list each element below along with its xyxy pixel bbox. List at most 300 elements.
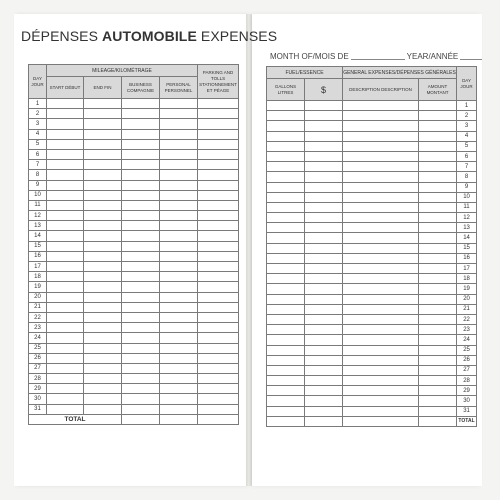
business-cell[interactable]: [122, 221, 160, 231]
gallons-cell[interactable]: [267, 141, 305, 151]
personal-cell[interactable]: [160, 231, 198, 241]
day-number: 26: [457, 355, 477, 365]
end-cell[interactable]: [84, 302, 122, 312]
end-cell[interactable]: [84, 384, 122, 394]
end-cell[interactable]: [84, 190, 122, 200]
business-cell[interactable]: [122, 251, 160, 261]
description-cell[interactable]: [343, 304, 419, 314]
gallons-cell[interactable]: [267, 264, 305, 274]
description-cell[interactable]: [343, 325, 419, 335]
start-cell[interactable]: [47, 384, 84, 394]
parking-cell[interactable]: [198, 99, 239, 109]
table-row: [29, 272, 239, 282]
description-cell[interactable]: [343, 121, 419, 131]
description-cell[interactable]: [343, 274, 419, 284]
personal-cell[interactable]: [160, 272, 198, 282]
dollar-cell[interactable]: [305, 131, 343, 141]
personal-cell[interactable]: [160, 282, 198, 292]
business-cell[interactable]: [122, 139, 160, 149]
parking-cell[interactable]: [198, 129, 239, 139]
parking-cell[interactable]: [198, 292, 239, 302]
dollar-cell[interactable]: [305, 314, 343, 324]
end-cell[interactable]: [84, 251, 122, 261]
description-cell[interactable]: [343, 192, 419, 202]
parking-cell[interactable]: [198, 353, 239, 363]
business-cell[interactable]: [122, 211, 160, 221]
gallons-cell[interactable]: [267, 304, 305, 314]
parking-cell[interactable]: [198, 262, 239, 272]
table-row: [267, 162, 477, 172]
business-cell[interactable]: [122, 394, 160, 404]
amount-cell[interactable]: [419, 325, 457, 335]
personal-cell[interactable]: [160, 251, 198, 261]
dollar-cell[interactable]: [305, 202, 343, 212]
description-cell[interactable]: [343, 365, 419, 375]
dollar-cell[interactable]: [305, 355, 343, 365]
amount-cell[interactable]: [419, 192, 457, 202]
end-cell[interactable]: [84, 231, 122, 241]
amount-cell[interactable]: [419, 396, 457, 406]
dollar-cell[interactable]: [305, 162, 343, 172]
business-cell[interactable]: [122, 353, 160, 363]
dollar-cell[interactable]: [305, 151, 343, 161]
dollar-cell[interactable]: [305, 284, 343, 294]
description-cell[interactable]: [343, 172, 419, 182]
start-cell[interactable]: [47, 251, 84, 261]
dollar-cell[interactable]: [305, 223, 343, 233]
left-total-parking[interactable]: [198, 414, 239, 424]
start-cell[interactable]: [47, 292, 84, 302]
start-cell[interactable]: [47, 241, 84, 251]
personal-cell[interactable]: [160, 374, 198, 384]
amount-cell[interactable]: [419, 264, 457, 274]
amount-cell[interactable]: [419, 151, 457, 161]
year-field[interactable]: [460, 59, 482, 60]
description-cell[interactable]: [343, 162, 419, 172]
description-cell[interactable]: [343, 396, 419, 406]
end-cell[interactable]: [84, 221, 122, 231]
parking-cell[interactable]: [198, 343, 239, 353]
end-cell[interactable]: [84, 272, 122, 282]
business-cell[interactable]: [122, 99, 160, 109]
personal-cell[interactable]: [160, 211, 198, 221]
gallons-cell[interactable]: [267, 376, 305, 386]
right-total-amount[interactable]: [419, 416, 457, 426]
business-cell[interactable]: [122, 109, 160, 119]
personal-cell[interactable]: [160, 384, 198, 394]
parking-cell[interactable]: [198, 282, 239, 292]
parking-cell[interactable]: [198, 323, 239, 333]
gallons-cell[interactable]: [267, 162, 305, 172]
amount-cell[interactable]: [419, 314, 457, 324]
gallons-cell[interactable]: [267, 325, 305, 335]
col-general-header: GENERAL EXPENSES/DÉPENSES GÉNÉRALES: [343, 67, 457, 79]
dollar-cell[interactable]: [305, 396, 343, 406]
description-cell[interactable]: [343, 345, 419, 355]
start-cell[interactable]: [47, 170, 84, 180]
start-cell[interactable]: [47, 394, 84, 404]
month-field[interactable]: [351, 59, 405, 60]
parking-cell[interactable]: [198, 374, 239, 384]
personal-cell[interactable]: [160, 262, 198, 272]
start-cell[interactable]: [47, 221, 84, 231]
description-cell[interactable]: [343, 376, 419, 386]
table-row: [29, 353, 239, 363]
amount-cell[interactable]: [419, 253, 457, 263]
amount-cell[interactable]: [419, 172, 457, 182]
business-cell[interactable]: [122, 404, 160, 414]
gallons-cell[interactable]: [267, 396, 305, 406]
amount-cell[interactable]: [419, 284, 457, 294]
business-cell[interactable]: [122, 292, 160, 302]
gallons-cell[interactable]: [267, 335, 305, 345]
dollar-cell[interactable]: [305, 243, 343, 253]
description-cell[interactable]: [343, 284, 419, 294]
start-cell[interactable]: [47, 231, 84, 241]
amount-cell[interactable]: [419, 243, 457, 253]
gallons-cell[interactable]: [267, 192, 305, 202]
start-cell[interactable]: [47, 363, 84, 373]
end-cell[interactable]: [84, 200, 122, 210]
gallons-cell[interactable]: [267, 284, 305, 294]
left-total-business[interactable]: [122, 414, 160, 424]
amount-cell[interactable]: [419, 223, 457, 233]
start-cell[interactable]: [47, 149, 84, 159]
description-cell[interactable]: [343, 264, 419, 274]
description-cell[interactable]: [343, 131, 419, 141]
start-cell[interactable]: [47, 302, 84, 312]
personal-cell[interactable]: [160, 394, 198, 404]
parking-cell[interactable]: [198, 200, 239, 210]
gallons-cell[interactable]: [267, 182, 305, 192]
personal-cell[interactable]: [160, 363, 198, 373]
personal-cell[interactable]: [160, 343, 198, 353]
personal-cell[interactable]: [160, 139, 198, 149]
amount-cell[interactable]: [419, 101, 457, 111]
dollar-cell[interactable]: [305, 253, 343, 263]
amount-cell[interactable]: [419, 406, 457, 416]
business-cell[interactable]: [122, 323, 160, 333]
business-cell[interactable]: [122, 160, 160, 170]
personal-cell[interactable]: [160, 200, 198, 210]
start-cell[interactable]: [47, 211, 84, 221]
parking-cell[interactable]: [198, 272, 239, 282]
start-cell[interactable]: [47, 129, 84, 139]
parking-cell[interactable]: [198, 149, 239, 159]
end-cell[interactable]: [84, 139, 122, 149]
parking-cell[interactable]: [198, 251, 239, 261]
end-cell[interactable]: [84, 170, 122, 180]
gallons-cell[interactable]: [267, 355, 305, 365]
dollar-cell[interactable]: [305, 406, 343, 416]
parking-cell[interactable]: [198, 160, 239, 170]
gallons-cell[interactable]: [267, 314, 305, 324]
personal-cell[interactable]: [160, 190, 198, 200]
description-cell[interactable]: [343, 386, 419, 396]
amount-cell[interactable]: [419, 213, 457, 223]
col-day-header-right: DAY JOUR: [457, 67, 477, 101]
amount-cell[interactable]: [419, 141, 457, 151]
business-cell[interactable]: [122, 241, 160, 251]
description-cell[interactable]: [343, 151, 419, 161]
start-cell[interactable]: [47, 333, 84, 343]
start-cell[interactable]: [47, 139, 84, 149]
end-cell[interactable]: [84, 394, 122, 404]
amount-cell[interactable]: [419, 233, 457, 243]
gallons-cell[interactable]: [267, 253, 305, 263]
end-cell[interactable]: [84, 262, 122, 272]
start-cell[interactable]: [47, 262, 84, 272]
parking-cell[interactable]: [198, 190, 239, 200]
dollar-cell[interactable]: [305, 141, 343, 151]
right-total-gallons[interactable]: [267, 416, 305, 426]
amount-cell[interactable]: [419, 162, 457, 172]
business-cell[interactable]: [122, 190, 160, 200]
gallons-cell[interactable]: [267, 406, 305, 416]
personal-cell[interactable]: [160, 109, 198, 119]
day-number: 17: [29, 262, 47, 272]
dollar-cell[interactable]: [305, 294, 343, 304]
description-cell[interactable]: [343, 223, 419, 233]
gallons-cell[interactable]: [267, 294, 305, 304]
dollar-cell[interactable]: [305, 274, 343, 284]
parking-cell[interactable]: [198, 363, 239, 373]
business-cell[interactable]: [122, 384, 160, 394]
end-cell[interactable]: [84, 323, 122, 333]
end-cell[interactable]: [84, 333, 122, 343]
personal-cell[interactable]: [160, 353, 198, 363]
dollar-cell[interactable]: [305, 233, 343, 243]
parking-cell[interactable]: [198, 231, 239, 241]
business-cell[interactable]: [122, 333, 160, 343]
end-cell[interactable]: [84, 180, 122, 190]
dollar-cell[interactable]: [305, 182, 343, 192]
end-cell[interactable]: [84, 99, 122, 109]
gallons-cell[interactable]: [267, 386, 305, 396]
business-cell[interactable]: [122, 302, 160, 312]
gallons-cell[interactable]: [267, 172, 305, 182]
start-cell[interactable]: [47, 312, 84, 322]
parking-cell[interactable]: [198, 119, 239, 129]
dollar-cell[interactable]: [305, 365, 343, 375]
description-cell[interactable]: [343, 406, 419, 416]
personal-cell[interactable]: [160, 323, 198, 333]
amount-cell[interactable]: [419, 182, 457, 192]
parking-cell[interactable]: [198, 180, 239, 190]
amount-cell[interactable]: [419, 304, 457, 314]
day-number: 21: [29, 302, 47, 312]
description-cell[interactable]: [343, 355, 419, 365]
description-cell[interactable]: [343, 294, 419, 304]
gallons-cell[interactable]: [267, 223, 305, 233]
dollar-cell[interactable]: [305, 376, 343, 386]
start-cell[interactable]: [47, 374, 84, 384]
amount-cell[interactable]: [419, 131, 457, 141]
amount-cell[interactable]: [419, 121, 457, 131]
description-cell[interactable]: [343, 213, 419, 223]
personal-cell[interactable]: [160, 119, 198, 129]
end-cell[interactable]: [84, 129, 122, 139]
start-cell[interactable]: [47, 190, 84, 200]
table-row: [267, 223, 477, 233]
gallons-cell[interactable]: [267, 345, 305, 355]
description-cell[interactable]: [343, 111, 419, 121]
parking-cell[interactable]: [198, 109, 239, 119]
end-cell[interactable]: [84, 363, 122, 373]
gallons-cell[interactable]: [267, 233, 305, 243]
start-cell[interactable]: [47, 404, 84, 414]
gallons-cell[interactable]: [267, 101, 305, 111]
description-cell[interactable]: [343, 335, 419, 345]
business-cell[interactable]: [122, 374, 160, 384]
end-cell[interactable]: [84, 404, 122, 414]
dollar-cell[interactable]: [305, 111, 343, 121]
description-cell[interactable]: [343, 314, 419, 324]
page-title: [21, 28, 277, 44]
personal-cell[interactable]: [160, 129, 198, 139]
left-total-personal[interactable]: [160, 414, 198, 424]
dollar-cell[interactable]: [305, 335, 343, 345]
start-cell[interactable]: [47, 160, 84, 170]
personal-cell[interactable]: [160, 180, 198, 190]
amount-cell[interactable]: [419, 345, 457, 355]
end-cell[interactable]: [84, 374, 122, 384]
start-cell[interactable]: [47, 119, 84, 129]
description-cell[interactable]: [343, 243, 419, 253]
end-cell[interactable]: [84, 160, 122, 170]
parking-cell[interactable]: [198, 139, 239, 149]
personal-cell[interactable]: [160, 302, 198, 312]
end-cell[interactable]: [84, 149, 122, 159]
parking-cell[interactable]: [198, 302, 239, 312]
description-cell[interactable]: [343, 101, 419, 111]
end-cell[interactable]: [84, 211, 122, 221]
gallons-cell[interactable]: [267, 151, 305, 161]
parking-cell[interactable]: [198, 333, 239, 343]
dollar-cell[interactable]: [305, 101, 343, 111]
amount-cell[interactable]: [419, 355, 457, 365]
business-cell[interactable]: [122, 170, 160, 180]
parking-cell[interactable]: [198, 384, 239, 394]
personal-cell[interactable]: [160, 241, 198, 251]
start-cell[interactable]: [47, 272, 84, 282]
gallons-cell[interactable]: [267, 121, 305, 131]
start-cell[interactable]: [47, 109, 84, 119]
gallons-cell[interactable]: [267, 274, 305, 284]
amount-cell[interactable]: [419, 274, 457, 284]
start-cell[interactable]: [47, 180, 84, 190]
dollar-cell[interactable]: [305, 192, 343, 202]
dollar-cell[interactable]: [305, 386, 343, 396]
dollar-cell[interactable]: [305, 121, 343, 131]
parking-cell[interactable]: [198, 394, 239, 404]
personal-cell[interactable]: [160, 333, 198, 343]
end-cell[interactable]: [84, 119, 122, 129]
table-row: [267, 253, 477, 263]
gallons-cell[interactable]: [267, 365, 305, 375]
gallons-cell[interactable]: [267, 111, 305, 121]
parking-cell[interactable]: [198, 211, 239, 221]
business-cell[interactable]: [122, 200, 160, 210]
business-cell[interactable]: [122, 343, 160, 353]
parking-cell[interactable]: [198, 241, 239, 251]
end-cell[interactable]: [84, 282, 122, 292]
business-cell[interactable]: [122, 262, 160, 272]
dollar-cell[interactable]: [305, 264, 343, 274]
amount-cell[interactable]: [419, 386, 457, 396]
business-cell[interactable]: [122, 282, 160, 292]
dollar-cell[interactable]: [305, 325, 343, 335]
business-cell[interactable]: [122, 272, 160, 282]
dollar-cell[interactable]: [305, 213, 343, 223]
start-cell[interactable]: [47, 282, 84, 292]
business-cell[interactable]: [122, 119, 160, 129]
end-cell[interactable]: [84, 109, 122, 119]
amount-cell[interactable]: [419, 111, 457, 121]
end-cell[interactable]: [84, 292, 122, 302]
personal-cell[interactable]: [160, 160, 198, 170]
personal-cell[interactable]: [160, 221, 198, 231]
gallons-cell[interactable]: [267, 131, 305, 141]
start-cell[interactable]: [47, 200, 84, 210]
description-cell[interactable]: [343, 182, 419, 192]
description-cell[interactable]: [343, 233, 419, 243]
amount-cell[interactable]: [419, 294, 457, 304]
dollar-cell[interactable]: [305, 304, 343, 314]
parking-cell[interactable]: [198, 312, 239, 322]
end-cell[interactable]: [84, 312, 122, 322]
end-cell[interactable]: [84, 241, 122, 251]
personal-cell[interactable]: [160, 404, 198, 414]
gallons-cell[interactable]: [267, 202, 305, 212]
personal-cell[interactable]: [160, 149, 198, 159]
business-cell[interactable]: [122, 129, 160, 139]
description-cell[interactable]: [343, 202, 419, 212]
gallons-cell[interactable]: [267, 213, 305, 223]
gallons-cell[interactable]: [267, 243, 305, 253]
amount-cell[interactable]: [419, 202, 457, 212]
business-cell[interactable]: [122, 231, 160, 241]
start-cell[interactable]: [47, 323, 84, 333]
parking-cell[interactable]: [198, 404, 239, 414]
business-cell[interactable]: [122, 312, 160, 322]
start-cell[interactable]: [47, 353, 84, 363]
end-cell[interactable]: [84, 353, 122, 363]
dollar-cell[interactable]: [305, 345, 343, 355]
day-number: 15: [29, 241, 47, 251]
description-cell[interactable]: [343, 141, 419, 151]
right-total-dollar[interactable]: [305, 416, 343, 426]
description-cell[interactable]: [343, 253, 419, 263]
personal-cell[interactable]: [160, 170, 198, 180]
amount-cell[interactable]: [419, 335, 457, 345]
start-cell[interactable]: [47, 343, 84, 353]
personal-cell[interactable]: [160, 99, 198, 109]
amount-cell[interactable]: [419, 376, 457, 386]
personal-cell[interactable]: [160, 292, 198, 302]
parking-cell[interactable]: [198, 221, 239, 231]
start-cell[interactable]: [47, 99, 84, 109]
end-cell[interactable]: [84, 343, 122, 353]
personal-cell[interactable]: [160, 312, 198, 322]
business-cell[interactable]: [122, 180, 160, 190]
dollar-cell[interactable]: [305, 172, 343, 182]
business-cell[interactable]: [122, 149, 160, 159]
parking-cell[interactable]: [198, 170, 239, 180]
business-cell[interactable]: [122, 363, 160, 373]
table-row: [29, 129, 239, 139]
amount-cell[interactable]: [419, 365, 457, 375]
